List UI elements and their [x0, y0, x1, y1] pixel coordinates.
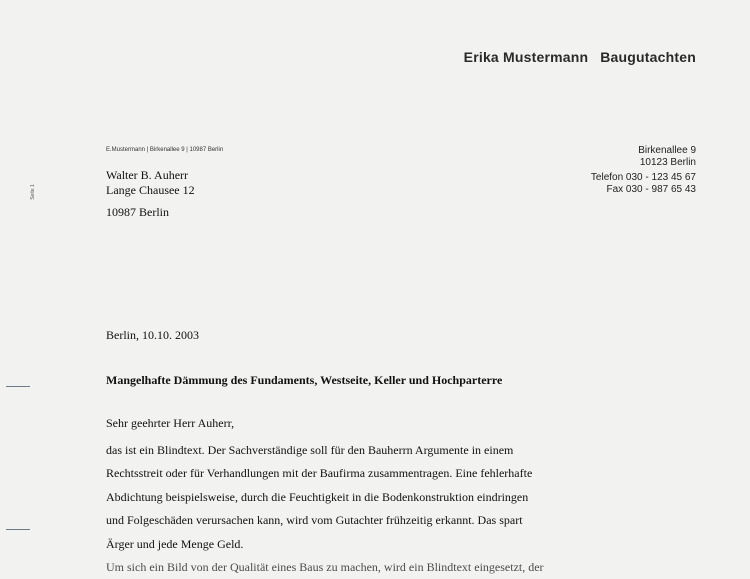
letter-subject: Mangelhafte Dämmung des Fundaments, Westseite, Keller und Hochparterre	[106, 373, 503, 387]
sender-fax: Fax 030 - 987 65 43	[606, 183, 696, 195]
letterhead-title: Baugutachten	[600, 49, 696, 65]
recipient-city: 10987 Berlin	[106, 205, 169, 219]
body-line: und Folgeschäden verursachen kann, wird vom Gutachter frühzeitig erkannt. Das spart	[106, 513, 523, 528]
letter-date: Berlin, 10.10. 2003	[106, 328, 199, 342]
recipient-address	[106, 168, 195, 220]
body-line: das ist ein Blindtext. Der Sachverständige soll für den Bauherrn Argumente in einem	[106, 443, 514, 457]
punch-mark	[6, 529, 30, 530]
side-mark-text: Seite 1	[30, 184, 36, 200]
body-line: Abdichtung beispielsweise, durch die Feuchtigkeit in die Bodenkonstruktion eindringen	[106, 489, 529, 504]
body-line: Um sich ein Bild von der Qualität eines Baus zu machen, wird ein Blindtext eingesetzt, der	[106, 560, 544, 575]
side-mark	[29, 170, 37, 214]
letter-salutation: Sehr geehrter Herr Auherr,	[106, 416, 235, 430]
letterhead	[464, 49, 696, 65]
letter-body	[106, 439, 544, 579]
sender-street: Birkenallee 9	[638, 145, 696, 156]
letterhead-name: Erika Mustermann	[463, 49, 589, 65]
sender-return-line: E.Mustermann | Birkenallee 9 | 10987 Berlin	[106, 147, 224, 153]
sender-city: 10123 Berlin	[639, 156, 696, 168]
body-line: Rechtsstreit oder für Verhandlungen mit der Baufirma zusammentragen. Eine fehlerhafte	[106, 466, 533, 481]
recipient-street: Lange Chausee 12	[106, 183, 195, 197]
body-line: Ärger und jede Menge Geld.	[106, 536, 244, 551]
sender-phone: Telefon 030 - 123 45 67	[590, 172, 696, 183]
recipient-name: Walter B. Auherr	[106, 168, 189, 182]
sender-address	[591, 145, 696, 195]
fold-mark	[6, 386, 30, 387]
